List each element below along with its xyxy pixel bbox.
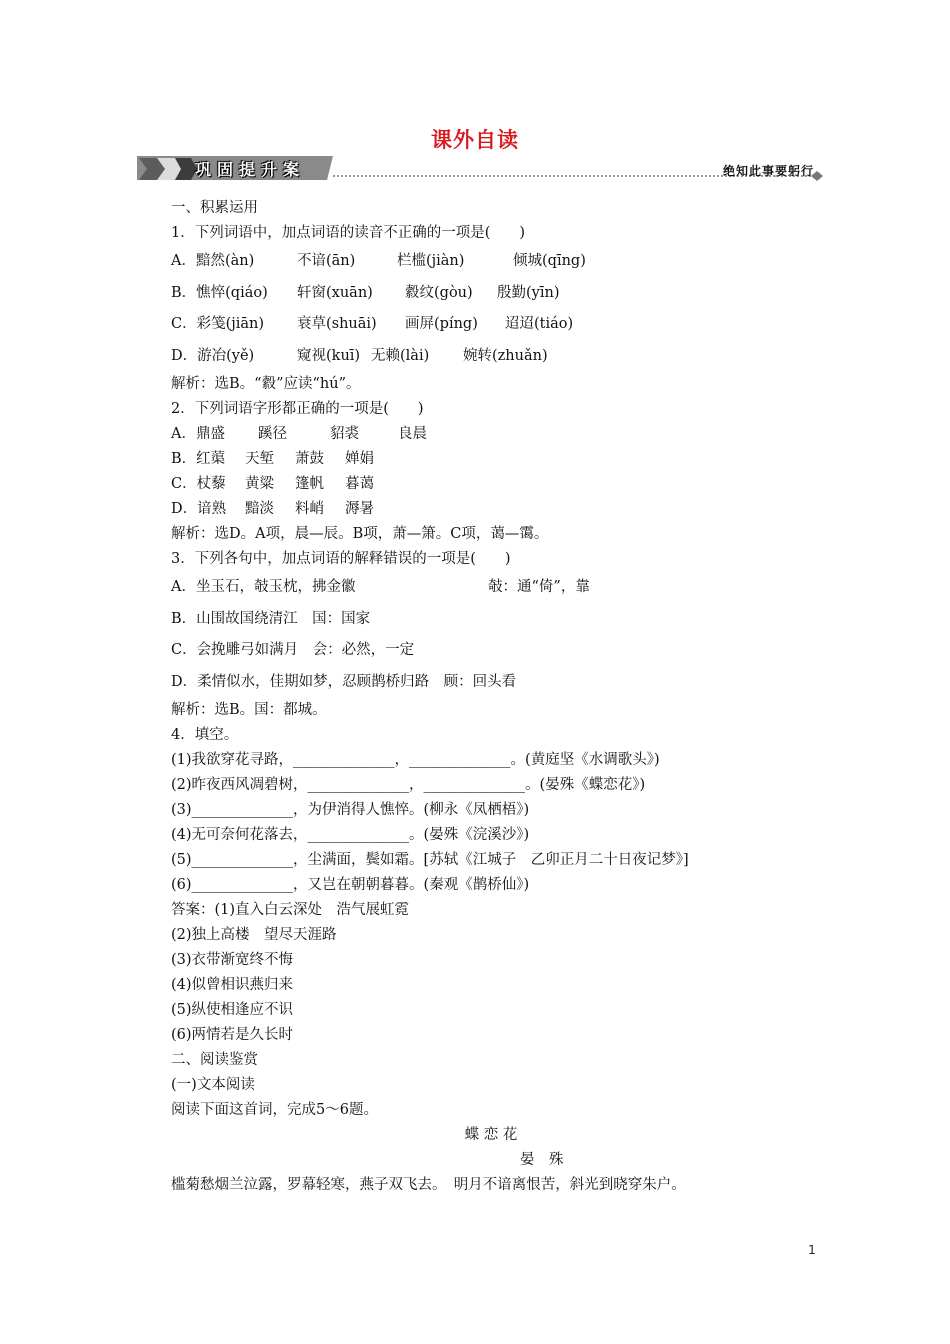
text-cell: C．杖藜 bbox=[171, 476, 226, 492]
text-line: (3)______________，为伊消得人憔悴。(柳永《凤栖梧》) bbox=[171, 802, 530, 818]
text-cell: 溽暑 bbox=[345, 501, 374, 517]
text-cell: 天堑 bbox=[245, 451, 274, 467]
text-line bbox=[171, 472, 811, 497]
text-cell: 倾城(qīng) bbox=[513, 253, 586, 269]
text-cell: 篷帆 bbox=[295, 476, 324, 492]
text-line: 二、阅读鉴赏 bbox=[171, 1052, 258, 1068]
banner-label: 巩固提升案 bbox=[195, 160, 306, 179]
text-cell: D．谙熟 bbox=[171, 501, 227, 517]
text-line: (4)无可奈何花落去，______________。(晏殊《浣溪沙》) bbox=[171, 827, 530, 843]
text-cell: 栏槛(jiàn) bbox=[397, 253, 465, 269]
text-cell: A．坐玉石，攲玉枕，拂金徽 bbox=[171, 579, 356, 595]
text-cell: 殷勤(yīn) bbox=[497, 284, 560, 301]
text-cell: 衰草(shuāi) bbox=[297, 316, 377, 332]
text-line bbox=[171, 497, 811, 522]
text-line bbox=[171, 422, 811, 447]
text-cell: 黄粱 bbox=[245, 476, 274, 492]
text-line: 槛菊愁烟兰泣露，罗幕轻寒，燕子双飞去。 明月不谙离恨苦，斜光到晓穿朱户。 bbox=[171, 1177, 686, 1193]
text-cell: 轩窗(xuān) bbox=[297, 284, 373, 301]
text-cell: 萧鼓 bbox=[295, 451, 324, 467]
text-cell: 料峭 bbox=[295, 501, 324, 517]
text-line: 1．下列词语中，加点词语的读音不正确的一项是( ) bbox=[171, 225, 526, 241]
text-cell: 婵娟 bbox=[345, 451, 374, 467]
text-line: 解析：选D。A项，晨—辰。B项，萧—箫。C项，蔼—霭。 bbox=[171, 526, 549, 542]
banner-motto: 绝知此事要躬行 bbox=[722, 164, 814, 178]
text-line: (2)独上高楼 望尽天涯路 bbox=[171, 927, 337, 943]
text-cell: 良晨 bbox=[398, 426, 427, 442]
text-cell: 黯淡 bbox=[245, 501, 274, 517]
text-line: 解析：选B。国：都城。 bbox=[171, 702, 327, 718]
text-line: (3)衣带渐宽终不悔 bbox=[171, 952, 294, 968]
text-line: (1)我欲穿花寻路，______________，______________。(黄庭坚《水调歌头》) bbox=[171, 752, 660, 768]
text-line bbox=[171, 309, 811, 341]
text-line: (5)______________，尘满面，鬓如霜。[苏轼《江城子 乙卯正月二十日夜记梦》] bbox=[171, 852, 689, 868]
text-line: 蝶 恋 花 bbox=[464, 1127, 518, 1143]
text-cell: 窥视(kuī) bbox=[297, 347, 361, 364]
text-line: 晏 殊 bbox=[418, 1152, 564, 1168]
text-cell: 縠纹(gòu) bbox=[405, 284, 473, 301]
text-cell: 不谙(ān) bbox=[297, 253, 356, 269]
text-cell: A．鼎盛 bbox=[171, 426, 225, 442]
text-line bbox=[171, 447, 811, 472]
text-line: 2．下列词语字形都正确的一项是( ) bbox=[171, 401, 424, 417]
text-cell: B．红蕖 bbox=[171, 451, 226, 467]
text-cell: 无赖(lài) bbox=[371, 347, 430, 364]
text-cell: 攲：通“倚”，靠 bbox=[488, 579, 590, 595]
text-line: 解析：选B。“縠”应读“hú”。 bbox=[171, 376, 361, 392]
text-cell: D．游冶(yě) bbox=[171, 347, 255, 364]
text-line bbox=[171, 246, 811, 278]
text-cell: 婉转(zhuǎn) bbox=[463, 347, 548, 364]
page-title: 课外自读 bbox=[431, 128, 519, 152]
text-line: 4．填空。 bbox=[171, 727, 239, 743]
text-line: (2)昨夜西风凋碧树，______________，______________。(晏殊《蝶恋花》) bbox=[171, 777, 646, 793]
text-line: 阅读下面这首词，完成5～6题。 bbox=[171, 1102, 378, 1118]
section-banner bbox=[137, 154, 827, 184]
text-line: (一)文本阅读 bbox=[171, 1077, 255, 1093]
text-line: 3．下列各句中，加点词语的解释错误的一项是( ) bbox=[171, 551, 511, 567]
text-cell: C．彩笺(jiān) bbox=[171, 316, 265, 332]
page-number: 1 bbox=[808, 1243, 816, 1257]
text-cell: 暮蔼 bbox=[345, 476, 374, 492]
text-line bbox=[171, 278, 811, 310]
text-line: D．柔情似水，佳期如梦，忍顾鹊桥归路 顾：回头看 bbox=[171, 673, 517, 690]
text-cell: 迢迢(tiáo) bbox=[505, 316, 574, 332]
text-line: B．山围故国绕清江 国：国家 bbox=[171, 610, 371, 627]
text-cell: B．憔悴(qiáo) bbox=[171, 284, 268, 301]
text-line: 答案：(1)直入白云深处 浩气展虹霓 bbox=[171, 902, 410, 918]
text-line: 一、积累运用 bbox=[171, 200, 258, 216]
text-line: C．会挽雕弓如满月 会：必然，一定 bbox=[171, 642, 415, 658]
text-line: (6)两情若是久长时 bbox=[171, 1027, 294, 1043]
document-body bbox=[171, 196, 811, 1198]
text-line bbox=[171, 572, 811, 604]
text-cell: 蹊径 bbox=[258, 426, 287, 442]
text-line: (4)似曾相识燕归来 bbox=[171, 977, 294, 993]
text-line: (5)纵使相逢应不识 bbox=[171, 1002, 294, 1018]
text-cell: A．黯然(àn) bbox=[171, 253, 255, 269]
text-cell: 画屏(píng) bbox=[405, 316, 478, 332]
text-line bbox=[171, 341, 811, 373]
text-cell: 貂裘 bbox=[330, 426, 359, 442]
text-line: (6)______________，又岂在朝朝暮暮。(秦观《鹊桥仙》) bbox=[171, 877, 530, 893]
